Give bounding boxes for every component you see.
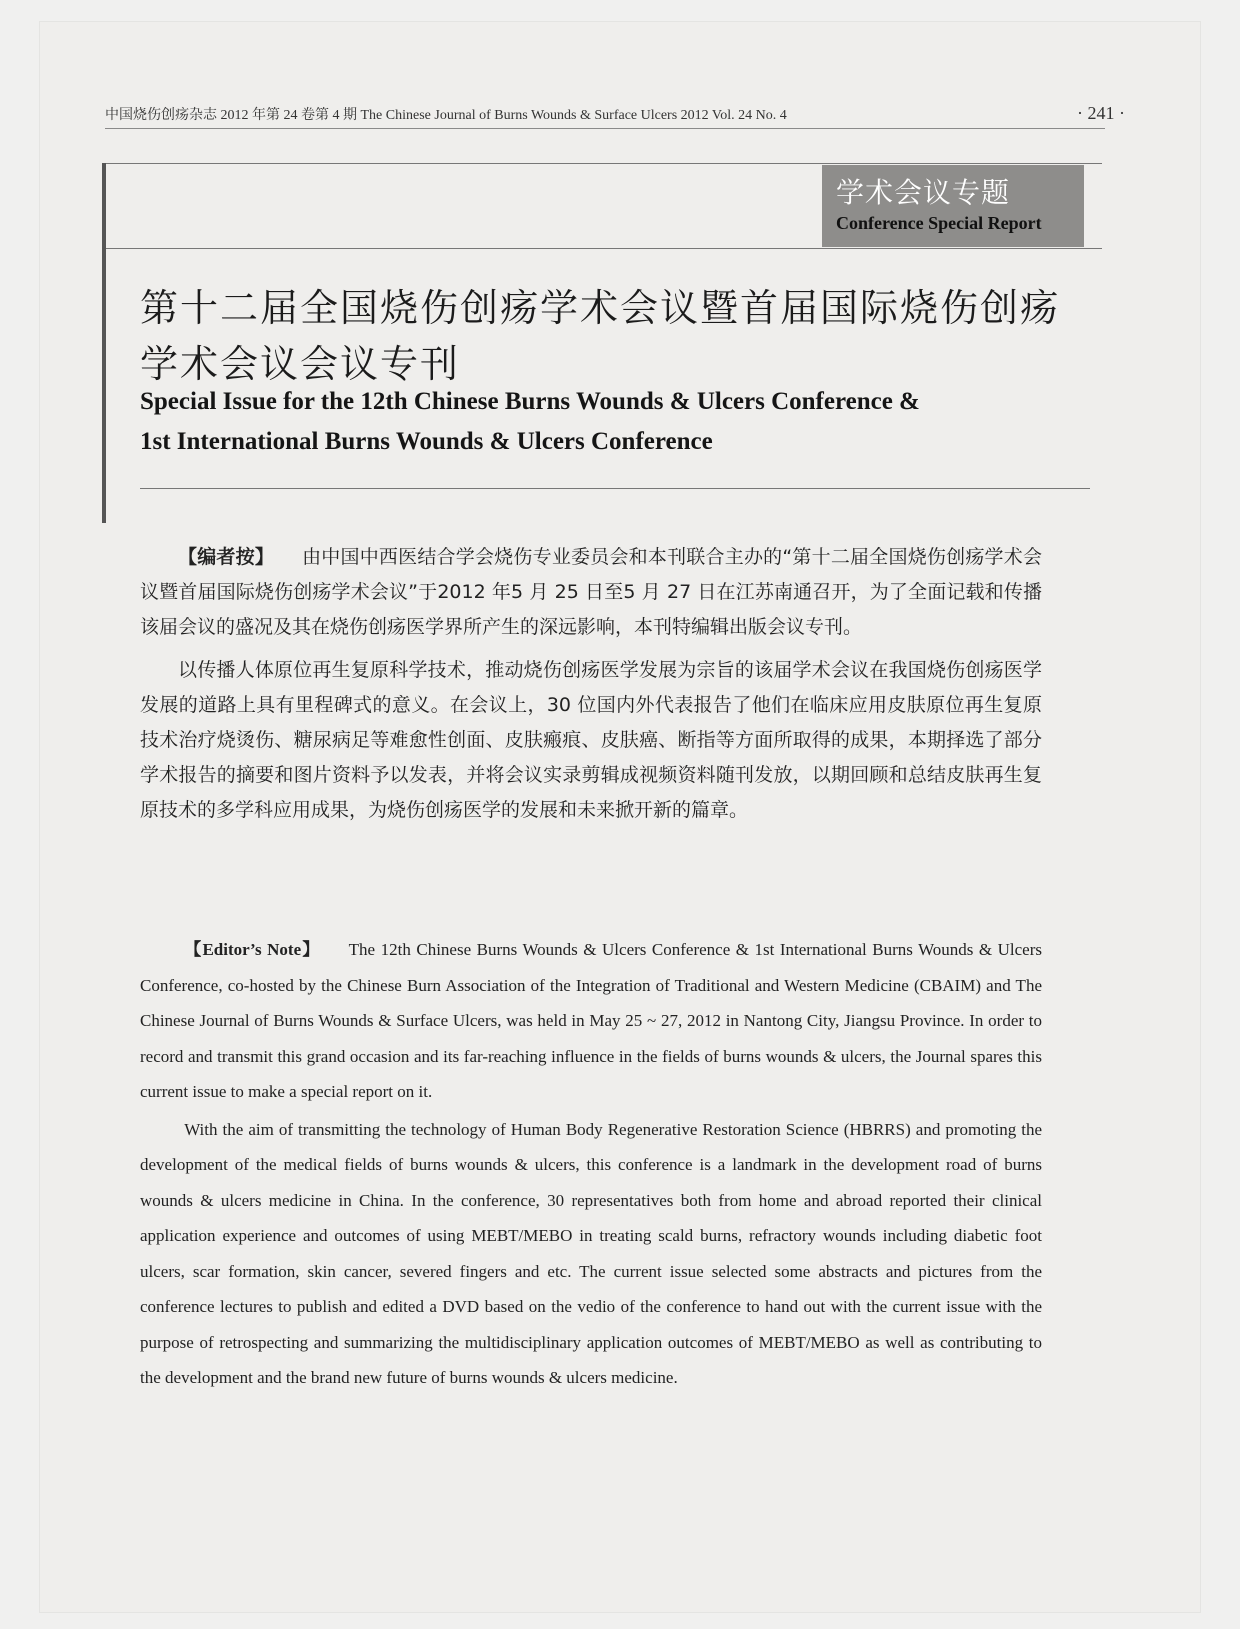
paragraph [140, 1112, 1042, 1396]
article-title-en-line1: Special Issue for the 12th Chinese Burns Wounds & Ulcers Conference & [140, 388, 920, 415]
paragraph-text: 由中国中西医结合学会烧伤专业委员会和本刊联合主办的“第十二届全国烧伤创疡学术会议暨首届国际烧伤创疡学术会议”于2012 年5 月 25 日至5 月 27 日在江苏南通召开，为了全面记载和传播该届会议的盛况及其在烧伤创疡医学界所产生的深远影响，本刊特编辑出版会议专刊。 [140, 546, 1042, 638]
article-title-zh: 第十二届全国烧伤创疡学术会议暨首届国际烧伤创疡学术会议会议专刊 [140, 286, 1061, 386]
editor-note-en [140, 930, 1042, 1396]
editor-note-label-zh: 【编者按】 [178, 546, 275, 568]
paragraph-text: 以传播人体原位再生复原科学技术，推动烧伤创疡医学发展为宗旨的该届学术会议在我国烧伤创疡医学发展的道路上具有里程碑式的意义。在会议上，30 位国内外代表报告了他们在临床应用皮肤原位再生复原技术治疗烧烫伤、糖尿病足等难愈性创面、皮肤瘢痕、皮肤癌、断指等方面所取得的成果，本期择选了部分学术报告的摘要和图片资料予以发表，并将会议实录剪辑成视频资料随刊发放，以期回顾和总结皮肤再生复原技术的多学科应用成果，为烧伤创疡医学的发展和未来掀开新的篇章。 [140, 659, 1042, 821]
paragraph-text: The 12th Chinese Burns Wounds & Ulcers Conference & 1st International Burns Wounds & Ulcers Conference, co-hosted by the Chinese Burn Association of the Integration of Traditional and Western Medicine (CBAIM) and The Chinese Journal of Burns Wounds & Surface Ulcers, was held in May 25 ~ 27, 2012 in Nantong City, Jiangsu Province. In order to record and transmit this grand occasion and its far-reaching influence in the fields of burns wounds & ulcers, the Journal spares this current issue to make a special report on it. [140, 940, 1042, 1101]
top-rule [102, 163, 1102, 164]
paragraph [140, 540, 1042, 645]
header-divider [105, 128, 1105, 129]
article-title-en [140, 382, 1060, 462]
left-margin-bar [102, 163, 106, 523]
article-title-en-line2: 1st International Burns Wounds & Ulcers Conference [140, 428, 713, 455]
section-label-zh: 学术会议专题 [836, 176, 1011, 209]
editor-note-zh [140, 540, 1042, 836]
journal-citation: 中国烧伤创疡杂志 2012 年第 24 卷第 4 期 The Chinese Journal of Burns Wounds & Surface Ulcers 2012 Vol. 24 No. 4 [105, 108, 787, 123]
middle-rule [102, 248, 1102, 249]
page-number: · 241 · [1077, 103, 1125, 123]
section-label-en: Conference Special Report [836, 213, 1042, 233]
editor-note-label-en: 【Editor’s Note】 [184, 940, 321, 959]
paragraph [140, 932, 1042, 1110]
paragraph [140, 653, 1042, 828]
title-divider [140, 488, 1090, 489]
paragraph-text: With the aim of transmitting the technology of Human Body Regenerative Restoration Science (HBRRS) and promoting the development of the medical fields of burns wounds & ulcers, this conference is a landmark in the development road of burns wounds & ulcers medicine in China. In the conference, 30 representatives both from home and abroad reported their clinical application experience and outcomes of using MEBT/MEBO in treating scald burns, refractory wounds including diabetic foot ulcers, scar formation, skin cancer, severed fingers and etc. The current issue selected some abstracts and pictures from the conference lectures to publish and edited a DVD based on the vedio of the conference to hand out with the current issue with the purpose of retrospecting and summarizing the multidisciplinary application outcomes of MEBT/MEBO as well as contributing to the development and the brand new future of burns wounds & ulcers medicine. [140, 1119, 1042, 1387]
running-header [105, 103, 1125, 124]
section-label-box [822, 165, 1084, 247]
